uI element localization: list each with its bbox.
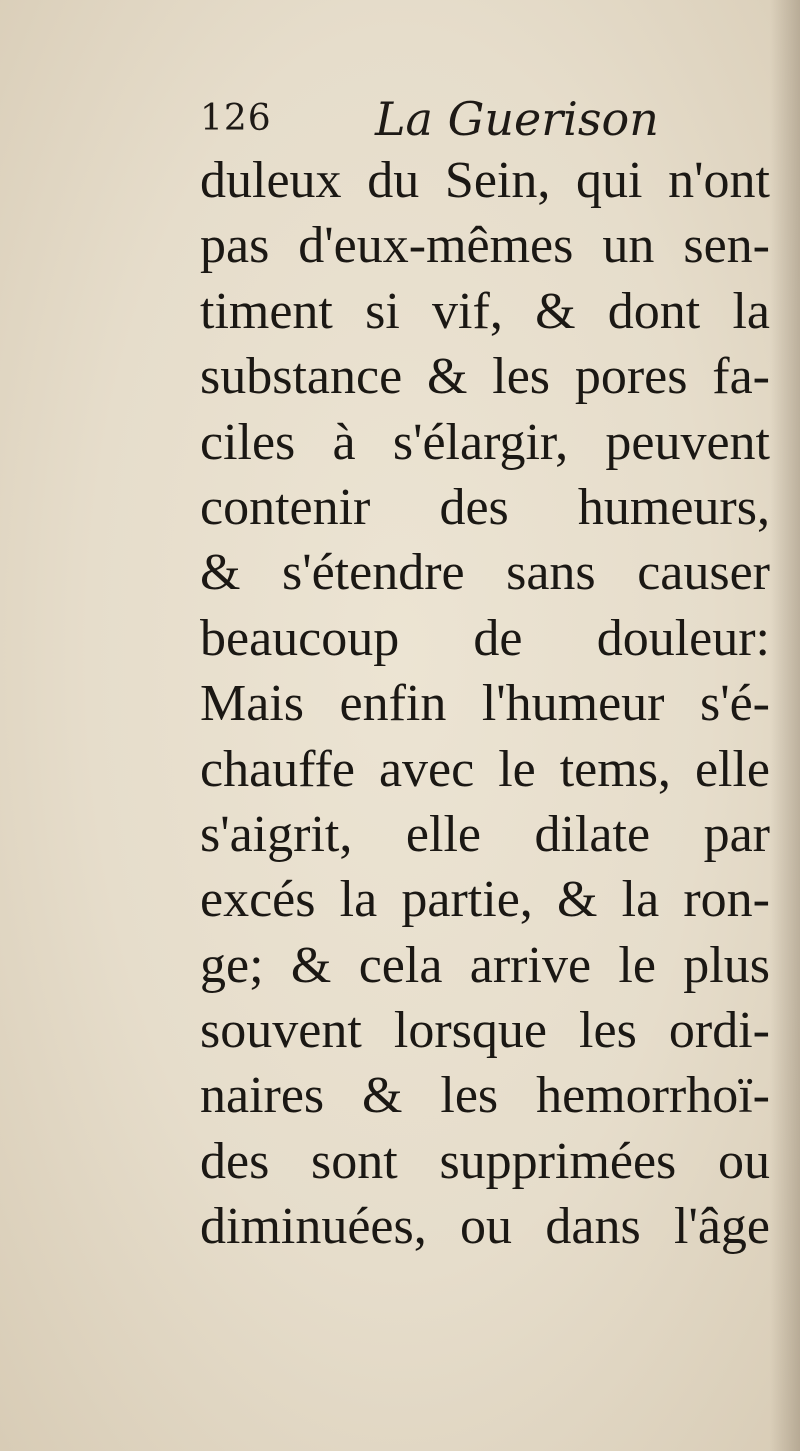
text-line: excés la partie, & la ron- xyxy=(200,871,770,929)
text-line: s'aigrit, elle dilate par xyxy=(200,805,770,863)
text-line: substance & les pores fa- xyxy=(200,348,770,406)
text-line: ge; & cela arrive le plus xyxy=(200,936,770,994)
page-number: 126 xyxy=(200,98,272,139)
running-title: La Guerison xyxy=(375,92,659,146)
text-line: souvent lorsque les ordi- xyxy=(200,1002,770,1060)
text-line: chauffe avec le tems, elle xyxy=(200,740,770,798)
text-line: contenir des humeurs, xyxy=(200,478,770,536)
text-line: naires & les hemorrhoï- xyxy=(200,1067,770,1125)
text-line: beaucoup de douleur: xyxy=(200,609,770,667)
body-text xyxy=(200,148,770,1260)
text-line: & s'étendre sans causer xyxy=(200,544,770,602)
text-line: timent si vif, & dont la xyxy=(200,282,770,340)
page-header xyxy=(200,92,760,152)
text-line: pas d'eux-mêmes un sen- xyxy=(200,217,770,275)
text-line: des sont supprimées ou xyxy=(200,1132,770,1190)
text-line: duleux du Sein, qui n'ont xyxy=(200,152,770,209)
text-line: ciles à s'élargir, peuvent xyxy=(200,413,770,471)
text-line: Mais enfin l'humeur s'é- xyxy=(200,675,770,733)
page-edge-shadow xyxy=(770,0,800,1451)
text-line: diminuées, ou dans l'âge xyxy=(200,1198,770,1256)
